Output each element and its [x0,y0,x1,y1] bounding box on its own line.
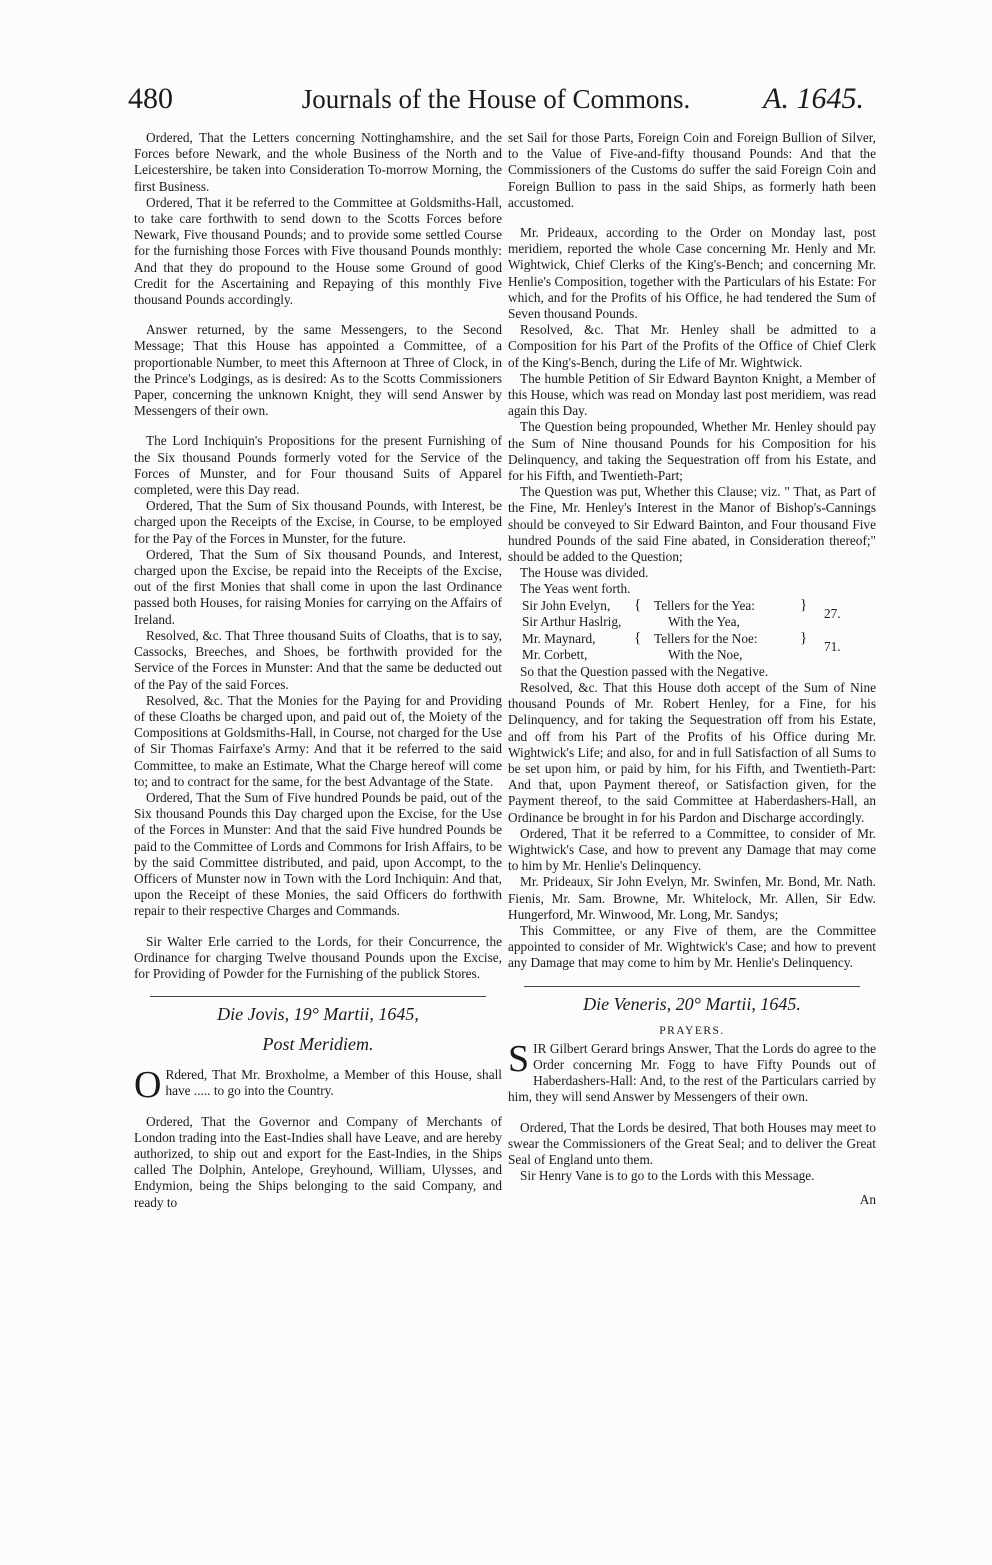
page-year: A. 1645. [763,82,864,115]
catchword: An [859,1192,876,1208]
paragraph: The humble Petition of Sir Edward Baynton Knight, a Member of this House, which was read on Monday last post meridiem, was read again this Day. [508,370,876,419]
paragraph: So that the Question passed with the Negative. [520,663,769,679]
paragraph-text: IR Gilbert Gerard brings Answer, That the Lords do agree to the Order concerning Mr. Fogg to have Fifty Pounds out of Haberdashers-Hall: And, to the rest of the Particulars carried by him, they will send Answer by Messengers of their own. [508,1040,876,1105]
page-number: 480 [128,82,173,115]
paragraph: The Lord Inchiquin's Propositions for the present Furnishing of the Six thousand Pounds formerly voted for the Service of the Forces of Munster, and for Four thousand Suits of Apparel completed, were this Day read. [134,433,502,498]
teller-role: With the Yea, [668,613,740,629]
right-column [508,130,876,1209]
paragraph: Ordered, That the Sum of Six thousand Pounds, with Interest, be charged upon the Receipts of the Excise, in Course, to be employed for the Pay of the Forces in Munster, for the future. [134,498,502,546]
teller-name: Sir John Evelyn, [522,597,611,613]
teller-name: Mr. Corbett, [522,646,588,662]
paragraph: The Question being propounded, Whether Mr. Henley should pay the Sum of Nine thousand Pounds for his Composition for his Delinquency, and taking the Sequestration off from his Estate, and for his Fifth, and Twentieth-Part; [508,419,876,484]
noe-count: 71. [824,638,841,654]
paragraph [508,1037,876,1106]
page-header [128,82,864,128]
day-heading: Die Jovis, 19° Martii, 1645, [217,1004,419,1025]
teller-role: Tellers for the Yea: [654,597,755,613]
section-divider [150,996,486,997]
paragraph: set Sail for those Parts, Foreign Coin and Foreign Bullion of Silver, to the Value of Five-and-fifty thousand Pounds: And that the Commissioners of the Customs do suffer the said Foreign Coin and Foreign Bullion to pass in the said Ships, as formerly hath been accustomed. [508,130,876,210]
paragraph: Ordered, That the Sum of Six thousand Pounds, and Interest, charged upon the Excise, be repaid into the Receipts of the Excise, out of the first Monies that shall come in upon the last Ordinance passed both Houses, for raising Monies for carrying on the Affairs of Ireland. [134,546,502,627]
teller-role: With the Noe, [668,646,743,662]
section-divider [524,986,860,987]
paragraph: Ordered, That the Letters concerning Nottinghamshire, and the Forces before Newark, and the whole Business of the North and Leicestershire, be taken into Consideration To-morrow Morning, the first Business. [134,130,502,194]
paragraph: Resolved, &c. That Three thousand Suits of Cloaths, that is to say, Cassocks, Breeches, and Shoes, be forthwith provided for the Service of the Forces in Munster: And that the same be deducted out of the Pay of the said Forces. [134,627,502,692]
teller-role: Tellers for the Noe: [654,630,758,646]
day-heading: Die Veneris, 20° Martii, 1645. [583,993,801,1014]
paragraph: Ordered, That the Sum of Five hundred Pounds be paid, out of the Six thousand Pounds this Day charged upon the Excise, for the Use of the Forces in Munster: And that the said Five hundred Pounds be paid to the Committee of Lords and Commons for Irish Affairs, to be by the said Committee distributed, and paid, upon Accompt, to the Officers of Munster now in Town with the Lord Inchiquin: And that, upon the Receipt of these Monies, the said Officers do forthwith repair to their respective Charges and Commands. [134,789,502,919]
paragraph [134,1064,502,1107]
prayers-heading: PRAYERS. [659,1024,725,1037]
tellers-block [508,598,876,664]
drop-capital: S [508,1037,530,1080]
left-column [134,130,502,1211]
drop-capital: O [134,1064,162,1107]
paragraph: The Question was put, Whether this Clause; viz. " That, as Part of the Fine, Mr. Henley's Interest in the Manor of Bishop's-Cannings should be conveyed to Sir Edward Bainton, and Four thousand Five hundred Pounds of the said Fine abated, in Consideration thereof;" should be added to the Question; [508,484,876,565]
paragraph: This Committee, or any Five of them, are the Committee appointed to consider of Mr. Wightwick's Case; and how to prevent any Damage that may come to him by Mr. Henlie's Delinquency. [508,922,876,971]
paragraph: Resolved, &c. That Mr. Henley shall be admitted to a Composition for his Part of the Profits of the Office of Chief Clerk of the King's-Bench, during the Life of Mr. Wightwick. [508,322,876,370]
paragraph: Ordered, That it be referred to the Committee at Goldsmiths-Hall, to take care forthwith to send down to the Scotts Forces before Newark, Five thousand Pounds; and to provide some settled Course for the furnishing those Forces with Five thousand Pounds monthly: And that they do propound to the House some Ground of good Credit for the Ascertaining and Repaying of this monthly Five thousand Pounds accordingly. [134,194,502,308]
paragraph: Ordered, That it be referred to a Committee, to consider of Mr. Wightwick's Case, and how to prevent any Damage that may come to him by Mr. Henlie's Delinquency. [508,825,876,874]
paragraph: The House was divided. [520,565,649,581]
paragraph: Sir Walter Erle carried to the Lords, for their Concurrence, the Ordinance for charging Twelve thousand Pounds upon the Excise, for Providing of Powder for the Furnishing of the publick Stores. [134,933,502,981]
paragraph: Resolved, &c. That the Monies for the Paying for and Providing of these Cloaths be charged upon, and paid out of, the Moiety of the Compositions at Goldsmiths-Hall, in Course, not charged for the Use of Sir Thomas Fairfaxe's Army: And that it be referred to the said Committee, to make an Estimate, What the Charge hereof will come to; and to contract for the same, for the best Advantage of the State. [134,692,502,789]
day-subheading: Post Meridiem. [262,1034,374,1055]
paragraph-text: Rdered, That Mr. Broxholme, a Member of this House, shall have ..... to go into the Country. [165,1067,502,1099]
teller-name: Mr. Maynard, [522,630,596,646]
paragraph: Mr. Prideaux, according to the Order on Monday last, post meridiem, reported the whole Case concerning Mr. Henly and Mr. Wightwick, Chief Clerks of the King's-Bench; and concerning Mr. Henlie's Composition, together with the Particulars of his Estate: For which, and for the Profits of his Office, he had tendered the Sum of Seven thousand Pounds. [508,225,876,322]
running-title: Journals of the House of Commons. [301,84,691,114]
paragraph: The Yeas went forth. [520,581,631,597]
paragraph: Sir Henry Vane is to go to the Lords with this Message. [520,1168,815,1184]
brace-glyph: { [634,629,642,646]
brace-glyph: { [634,596,642,613]
teller-name: Sir Arthur Haslrig, [522,613,622,629]
paragraph: Answer returned, by the same Messengers, to the Second Message; That this House has appointed a Committee, of a proportionable Number, to meet this Afternoon at Three of Clock, in the Prince's Lodgings, as is desired: As to the Scotts Commissioners Paper, concerning the unknown Knight, they will send Answer by Messengers of their own. [134,322,502,419]
brace-glyph: } [800,596,808,613]
paragraph: Resolved, &c. That this House doth accept of the Sum of Nine thousand Pounds of Mr. Robert Henley, for a Fine, for his Delinquency, and for taking the Sequestration off from his Estate, and off from his Part of the Profits of his Office during Mr. Wightwick's Life; and also, for and in full Satisfaction of all Sums to be set upon him, or paid by him, for his Fifth, and Twentieth-Part: And that, upon Payment thereof, or Satisfaction given, for the Payment thereof, to the said Committee at Haberdashers-Hall, an Ordinance be brought in for his Pardon and Discharge accordingly. [508,679,876,825]
brace-glyph: } [800,629,808,646]
paragraph: Ordered, That the Lords be desired, That both Houses may meet to swear the Commissioners of the Great Seal; and to deliver the Great Seal of England unto them. [508,1119,876,1167]
yea-count: 27. [824,605,841,621]
paragraph: Ordered, That the Governor and Company of Merchants of London trading into the East-Indies shall have Leave, and are hereby authorized, to ship out and export for the East-Indies, in the Ships called The Dolphin, Antelope, Greyhound, William, Ulysses, and Endymion, being the Ships belonging to the said Company, and ready to [134,1113,502,1210]
paragraph: Mr. Prideaux, Sir John Evelyn, Mr. Swinfen, Mr. Bond, Mr. Nath. Fienis, Mr. Sam. Browne, Mr. Whitelock, Mr. Allen, Sir Edw. Hungerford, Mr. Winwood, Mr. Long, Mr. Sandys; [508,874,876,922]
